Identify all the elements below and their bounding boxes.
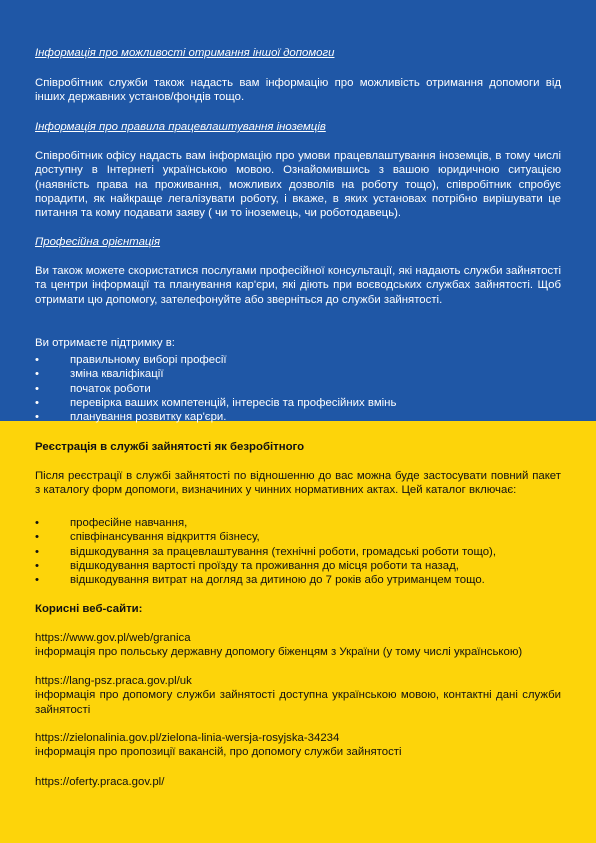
list-item: • планування розвитку кар'єри.: [35, 410, 561, 424]
website-link[interactable]: https://www.gov.pl/web/granica: [35, 632, 191, 644]
website-entry: [35, 731, 561, 760]
registration-text: Після реєстрації в службі зайнятості по відношенню до вас можна буде застосувати повний пакет з каталогу форм допомоги, визначиних у чинних нормативних актах. Цей каталог включає:: [35, 470, 561, 497]
website-entry: [35, 674, 561, 717]
list-item: • професійне навчання,: [35, 516, 561, 530]
website-entry: [35, 775, 561, 789]
website-link[interactable]: https://zielonalinia.gov.pl/zielona-linia-wersja-rosyjska-34234: [35, 732, 340, 744]
list-item: • відшкодування витрат на догляд за дитиною до 7 років або утриманцем тощо.: [35, 573, 561, 587]
website-description: інформація про допомогу служби зайнятості доступна українською мовою, контактні дані служби зайнятості: [35, 689, 561, 716]
websites-heading: Корисні веб-сайти:: [35, 603, 143, 615]
registration-list: [35, 516, 561, 587]
list-item: • початок роботи: [35, 382, 561, 396]
website-description: інформація про пропозиції вакансій, про допомогу служби зайнятості: [35, 746, 402, 759]
employment-rules-heading: Інформація про правила працевлаштування іноземців: [35, 121, 326, 133]
list-item: • відшкодування вартості проїзду та проживання до місця роботи та назад,: [35, 559, 561, 573]
website-entry: [35, 631, 561, 660]
other-help-heading: Інформація про можливості отримання іншої допомоги: [35, 47, 335, 59]
list-item: • правильному виборі професії: [35, 353, 561, 367]
list-item: • співфінансування відкриття бізнесу,: [35, 530, 561, 544]
list-item: • перевірка ваших компетенцій, інтересів та професійних вмінь: [35, 396, 561, 410]
career-heading: Професійна орієнтація: [35, 236, 161, 248]
employment-rules-text: Співробітник офісу надасть вам інформацію про умови працевлаштування іноземців, в тому числі доступну в Інтернеті українською мовою. Ознайомившись з вашою юридичною ситуацією (наявність права на проживання, можливих дозволів на роботу тощо), співробітник спробує порадити, як найкраще легалізувати роботу, і вкаже, в яких установах потрібно вирішувати це питання та кому подавати заяву ( чи то іноземець, чи роботодавець).: [35, 150, 561, 220]
website-link[interactable]: https://lang-psz.praca.gov.pl/uk: [35, 675, 192, 687]
list-item: • відшкодування за працевлаштування (технічні роботи, громадські роботи тощо),: [35, 545, 561, 559]
website-link[interactable]: https://oferty.praca.gov.pl/: [35, 776, 165, 788]
registration-heading: Реєстрація в службі зайнятості як безробітного: [35, 441, 305, 453]
list-item: • зміна кваліфікації: [35, 367, 561, 381]
career-support-list: [35, 353, 561, 424]
other-help-text: Співробітник служби також надасть вам інформацію про можливість отримання допомоги від інших державних установ/фондів тощо.: [35, 77, 561, 104]
website-description: інформація про польську державну допомогу біженцям з України (у тому числі українською): [35, 646, 523, 659]
career-text: Ви також можете скористатися послугами професійної консультації, які надають служби зайнятості та центри інформації та планування кар'єри, які діють при воєводських службах зайнятості. Щоб отримати цю допомогу, зателефонуйте або зверніться до служби зайнятості.: [35, 265, 561, 306]
support-intro: Ви отримаєте підтримку в:: [35, 337, 175, 349]
